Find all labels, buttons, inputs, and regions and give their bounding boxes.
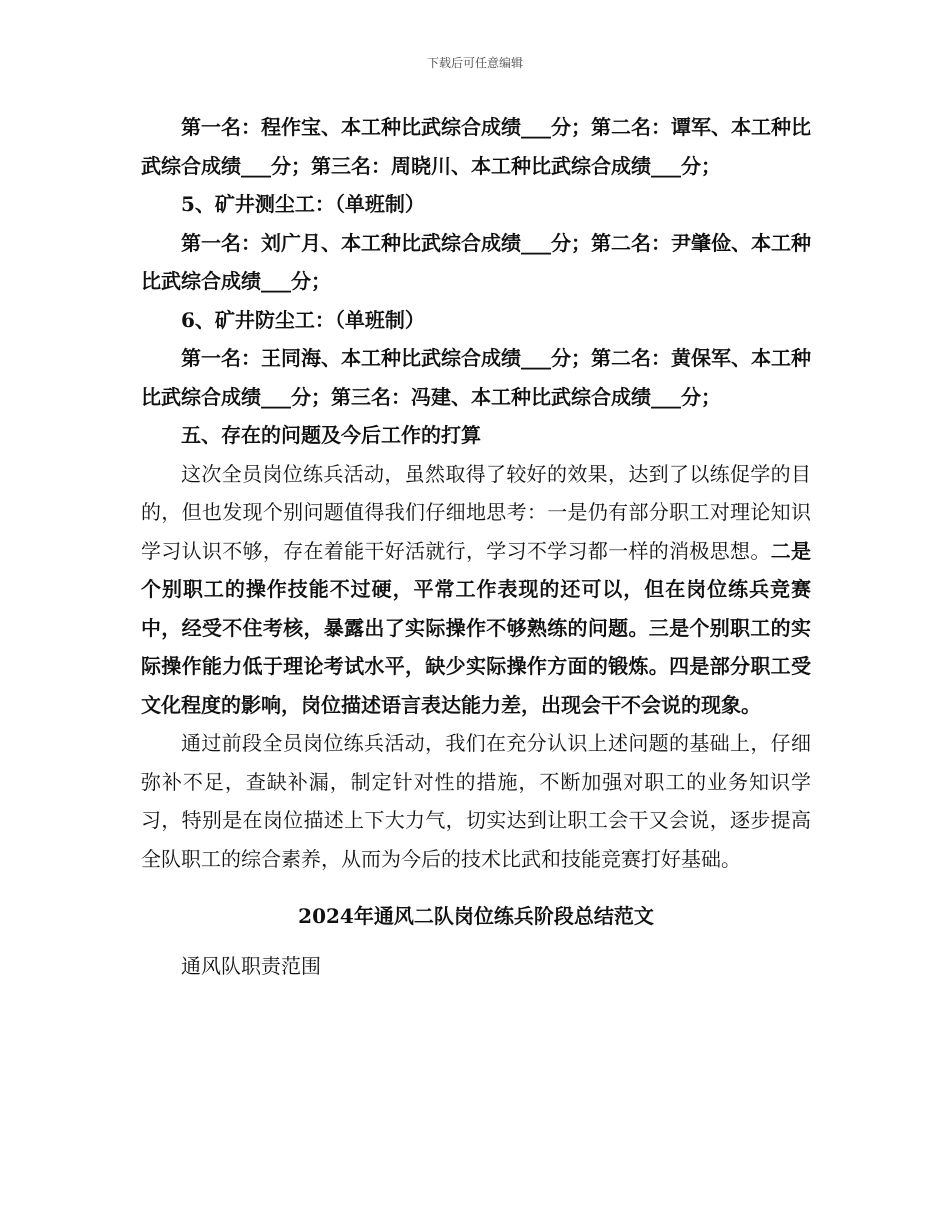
plan-paragraph: 通过前段全员岗位练兵活动，我们在充分认识上述问题的基础上，仔细弥补不足，查缺补漏，制定针对性的措施，不断加强对职工的业务知识学习，特别是在岗位描述上下大力气，切实达到让职工会干又会说，逐步提高全队职工的综合素养，从而为今后的技术比武和技能竞赛打好基础。 [141, 731, 811, 871]
ranking-paragraph-4: 第一名：程作宝、本工种比武综合成绩___分；第二名：谭军、本工种比武综合成绩___分；第三名：周晓川、本工种比武综合成绩___分； [141, 115, 811, 178]
document-body [141, 108, 811, 985]
ranking-paragraph-6: 第一名：王同海、本工种比武综合成绩___分；第二名：黄保军、本工种比武综合成绩___分；第三名：冯建、本工种比武综合成绩___分； [141, 346, 811, 409]
page-header: 下载后可任意编辑 [426, 56, 523, 70]
ranking-paragraph-5: 第一名：刘广月、本工种比武综合成绩___分；第二名：尹肇俭、本工种比武综合成绩___分； [141, 230, 811, 293]
document-title: 2024年通风二队岗位练兵阶段总结范文 [298, 904, 654, 928]
section-heading-dust-prevention: 6、矿井防尘工：（单班制） [181, 307, 425, 332]
closing-line: 通风队职责范围 [181, 953, 321, 978]
section-heading-problems: 五、存在的问题及今后工作的打算 [181, 423, 481, 447]
problems-paragraph-emphasis: 二是个别职工的操作技能不过硬，平常工作表现的还可以，但在岗位练兵竞赛中，经受不住考核，暴露出了实际操作不够熟练的问题。三是个别职工的实际操作能力低于理论考试水平，缺少实际操作方面的锻炼。四是部分职工受文化程度的影响，岗位描述语言表达能力差，出现会干不会说的现象。 [141, 538, 811, 717]
section-heading-dust-measurement: 5、矿井测尘工：（单班制） [181, 192, 425, 216]
problems-paragraph [141, 455, 811, 725]
problems-paragraph-lead: 这次全员岗位练兵活动，虽然取得了较好的效果，达到了以练促学的目的，但也发现个别问题值得我们仔细地思考：一是仍有部分职工对理论知识学习认识不够，存在着能干好活就行，学习不学习都一样的消极思想。 [141, 461, 811, 563]
